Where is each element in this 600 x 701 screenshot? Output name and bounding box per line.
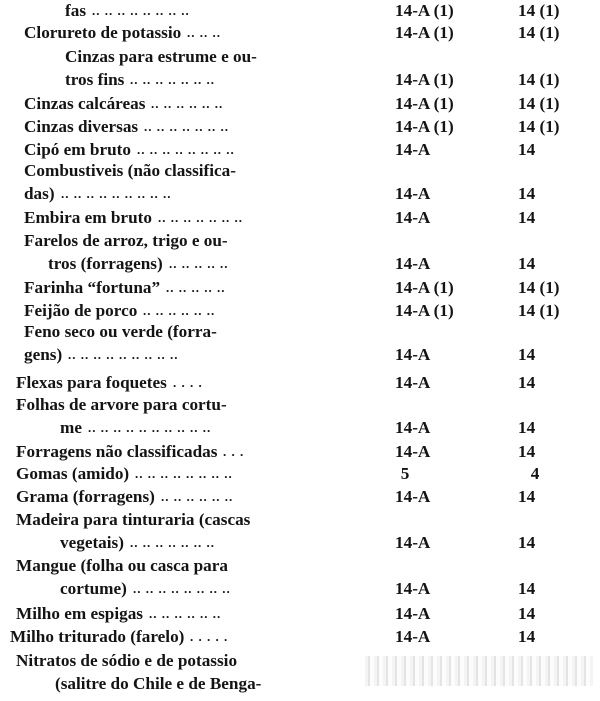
- table-row: [0, 555, 600, 601]
- entry-text: vegetais): [60, 533, 124, 552]
- table-row: [0, 394, 600, 440]
- table-row: [0, 277, 600, 300]
- faded-print-area: [365, 656, 593, 686]
- tariff-class-a: 14-A: [395, 373, 431, 392]
- entry-text: Madeira para tinturaria (cascas: [16, 510, 251, 529]
- table-row: [0, 207, 600, 230]
- tariff-class-b: 14 (1): [518, 278, 560, 297]
- tariff-class-b: 14: [518, 345, 536, 364]
- entry-text: das): [24, 184, 55, 203]
- dot-leader: .. .. .. .. .. .. .. .. ..: [61, 186, 172, 201]
- table-row: [0, 0, 600, 23]
- tariff-class-a: 14-A (1): [395, 278, 454, 297]
- tariff-class-a: 14-A: [395, 533, 431, 552]
- tariff-class-a: 14-A (1): [395, 117, 454, 136]
- entry-text: Grama (forragens): [16, 487, 155, 506]
- table-row: [0, 626, 600, 649]
- tariff-class-b: 14: [518, 442, 536, 461]
- entry-text: Flexas para foquetes: [16, 373, 167, 392]
- entry-text: Feijão de porco: [24, 301, 138, 320]
- dot-leader: .. .. .. .. ..: [169, 256, 229, 271]
- entry-text: (salitre do Chile e de Benga-: [55, 674, 262, 693]
- entry-text: Cinzas diversas: [24, 117, 139, 136]
- tariff-class-a: 14-A (1): [395, 23, 454, 42]
- tariff-class-b: 14: [518, 208, 536, 227]
- entry-text: tros (forragens): [48, 254, 163, 273]
- table-row: [0, 22, 600, 45]
- tariff-class-b: 14: [518, 184, 536, 203]
- tariff-class-b: 14: [518, 579, 536, 598]
- entry-text: Nitratos de sódio e de potassio: [16, 651, 238, 670]
- tariff-class-a: 14-A: [395, 579, 431, 598]
- table-row: [0, 116, 600, 139]
- tariff-class-b: 14: [518, 140, 536, 159]
- tariff-class-b: 14: [518, 604, 536, 623]
- tariff-class-a: 14-A (1): [395, 70, 454, 89]
- table-row: [0, 46, 600, 92]
- entry-text: Milho triturado (farelo): [10, 627, 185, 646]
- entry-text: Gomas (amido): [16, 464, 130, 483]
- tariff-class-a: 14-A: [395, 604, 431, 623]
- entry-text: Feno seco ou verde (forra-: [24, 322, 217, 341]
- tariff-class-b: 4: [530, 464, 540, 483]
- entry-text: Farinha “fortuna”: [24, 278, 161, 297]
- entry-text: gens): [24, 345, 63, 364]
- tariff-class-b: 14: [518, 418, 536, 437]
- dot-leader: .. .. .. .. .. .. .. ..: [135, 466, 233, 481]
- table-row: [0, 603, 600, 626]
- entry-text: Cipó em bruto: [24, 140, 131, 159]
- tariff-class-a: 14-A: [395, 487, 431, 506]
- tariff-class-b: 14: [518, 373, 536, 392]
- tariff-class-b: 14: [518, 533, 536, 552]
- tariff-class-a: 14-A: [395, 345, 431, 364]
- table-row: [0, 93, 600, 116]
- dot-leader: .. .. .. .. .. .. ..: [144, 119, 229, 134]
- tariff-class-a: 14-A: [395, 208, 431, 227]
- tariff-class-b: 14 (1): [518, 94, 560, 113]
- entry-text: Cinzas para estrume e ou-: [65, 47, 257, 66]
- entry-text: Combustiveis (não classifica-: [24, 161, 236, 180]
- dot-leader: . . . . .: [190, 629, 229, 644]
- tariff-class-b: 14 (1): [518, 301, 560, 320]
- tariff-class-b: 14: [518, 627, 536, 646]
- table-row: [0, 321, 600, 367]
- tariff-class-a: 14-A (1): [395, 1, 454, 20]
- table-row: [0, 230, 600, 276]
- dot-leader: .. .. .. .. .. .. .. .. ..: [68, 347, 179, 362]
- tariff-class-a: 14-A: [395, 442, 431, 461]
- tariff-class-a: 14-A (1): [395, 94, 454, 113]
- entry-text: Milho em espigas: [16, 604, 143, 623]
- entry-text: Forragens não classificadas: [16, 442, 218, 461]
- entry-text: Cinzas calcáreas: [24, 94, 146, 113]
- table-row: [0, 463, 600, 486]
- entry-text: cortume): [60, 579, 127, 598]
- entry-text: Folhas de arvore para cortu-: [16, 395, 227, 414]
- table-row: [0, 300, 600, 323]
- table-row: [0, 441, 600, 464]
- tariff-class-a: 14-A: [395, 184, 431, 203]
- dot-leader: .. .. .. .. .. .. .. ..: [92, 3, 190, 18]
- dot-leader: .. .. .. .. .. .. ..: [130, 535, 215, 550]
- dot-leader: .. .. .. .. .. .. .. .. .. ..: [88, 420, 212, 435]
- tariff-class-a: 14-A (1): [395, 301, 454, 320]
- tariff-class-a: 14-A: [395, 254, 431, 273]
- tariff-class-b: 14 (1): [518, 70, 560, 89]
- tariff-class-a: 14-A: [395, 627, 431, 646]
- entry-text: me: [60, 418, 82, 437]
- cutoff-text-line: [40, 694, 600, 701]
- table-row: [0, 139, 600, 162]
- table-row: [0, 160, 600, 206]
- tariff-class-a: 14-A: [395, 418, 431, 437]
- entry-text: fas: [65, 1, 87, 20]
- table-row: [0, 486, 600, 509]
- dot-leader: .. .. .. .. .. ..: [143, 303, 216, 318]
- dot-leader: .. .. .. .. .. .. ..: [158, 210, 243, 225]
- tariff-class-b: 14: [518, 487, 536, 506]
- entry-text: Mangue (folha ou casca para: [16, 556, 228, 575]
- entry-text: tros fins: [65, 70, 125, 89]
- dot-leader: .. .. .. .. .. .. ..: [130, 72, 215, 87]
- dot-leader: . . . .: [173, 375, 203, 390]
- dot-leader: .. .. ..: [187, 25, 221, 40]
- entry-text: Embira em bruto: [24, 208, 152, 227]
- dot-leader: .. .. .. .. .. ..: [149, 606, 222, 621]
- dot-leader: .. .. .. .. .. .. .. ..: [137, 142, 235, 157]
- dot-leader: .. .. .. .. ..: [166, 280, 226, 295]
- tariff-class-b: 14 (1): [518, 1, 560, 20]
- tariff-class-b: 14 (1): [518, 117, 560, 136]
- entry-text: Clorureto de potassio: [24, 23, 182, 42]
- entry-text: Farelos de arroz, trigo e ou-: [24, 231, 228, 250]
- table-row: [0, 372, 600, 395]
- tariff-class-b: 14 (1): [518, 23, 560, 42]
- dot-leader: .. .. .. .. .. ..: [151, 96, 224, 111]
- dot-leader: .. .. .. .. .. .. .. ..: [133, 581, 231, 596]
- tariff-class-b: 14: [518, 254, 536, 273]
- tariff-class-a: 5: [400, 464, 410, 483]
- table-row: [0, 509, 600, 555]
- dot-leader: . . .: [223, 444, 245, 459]
- dot-leader: .. .. .. .. .. ..: [161, 489, 234, 504]
- tariff-class-a: 14-A: [395, 140, 431, 159]
